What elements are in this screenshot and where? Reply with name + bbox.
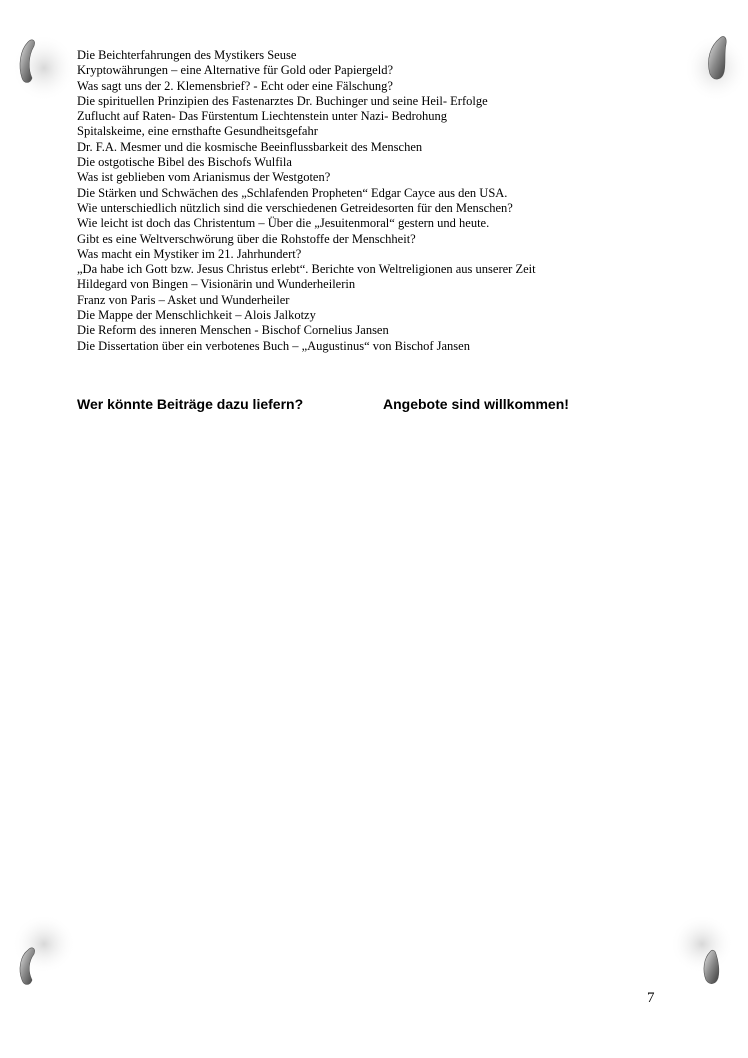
list-item: „Da habe ich Gott bzw. Jesus Christus erlebt“. Berichte von Weltreligionen aus unserer Zeit bbox=[77, 262, 536, 277]
list-item: Dr. F.A. Mesmer und die kosmische Beeinflussbarkeit des Menschen bbox=[77, 139, 423, 154]
list-item: Gibt es eine Weltverschwörung über die Rohstoffe der Menschheit? bbox=[77, 231, 416, 246]
list-item: Spitalskeime, eine ernsthafte Gesundheitsgefahr bbox=[77, 124, 318, 139]
list-item: Die Mappe der Menschlichkeit – Alois Jalkotzy bbox=[77, 308, 316, 323]
corner-ornament-top-right-icon bbox=[680, 24, 748, 104]
page-number: 7 bbox=[647, 990, 655, 1006]
list-item: Die Dissertation über ein verbotenes Buch – „Augustinus“ von Bischof Jansen bbox=[77, 338, 470, 353]
list-item: Die ostgotische Bibel des Bischofs Wulfila bbox=[77, 155, 292, 170]
list-item: Franz von Paris – Asket und Wunderheiler bbox=[77, 292, 290, 307]
topic-list bbox=[77, 48, 536, 354]
list-item: Wie leicht ist doch das Christentum – Über die „Jesuitenmoral“ gestern und heute. bbox=[77, 216, 490, 231]
list-item: Kryptowährungen – eine Alternative für Gold oder Papiergeld? bbox=[77, 63, 393, 78]
offers-welcome-note: Angebote sind willkommen! bbox=[383, 396, 569, 412]
corner-ornament-top-left-icon bbox=[6, 24, 76, 104]
list-item: Die Reform des inneren Menschen - Bischof Cornelius Jansen bbox=[77, 323, 389, 338]
list-item: Wie unterschiedlich nützlich sind die verschiedenen Getreidesorten für den Menschen? bbox=[77, 200, 513, 215]
corner-ornament-bottom-left-icon bbox=[6, 914, 76, 994]
corner-ornament-bottom-right-icon bbox=[672, 914, 742, 994]
list-item: Die Beichterfahrungen des Mystikers Seuse bbox=[77, 48, 297, 62]
list-item: Was sagt uns der 2. Klemensbrief? - Echt oder eine Fälschung? bbox=[77, 78, 393, 93]
contribution-question: Wer könnte Beiträge dazu liefern? bbox=[77, 396, 304, 412]
list-item: Was macht ein Mystiker im 21. Jahrhundert? bbox=[77, 246, 302, 261]
list-item: Die Stärken und Schwächen des „Schlafenden Propheten“ Edgar Cayce aus den USA. bbox=[77, 185, 508, 200]
list-item: Die spirituellen Prinzipien des Fastenarztes Dr. Buchinger und seine Heil- Erfolge bbox=[77, 93, 488, 108]
list-item: Was ist geblieben vom Arianismus der Westgoten? bbox=[77, 170, 331, 185]
list-item: Zuflucht auf Raten- Das Fürstentum Liechtenstein unter Nazi- Bedrohung bbox=[77, 109, 448, 124]
list-item: Hildegard von Bingen – Visionärin und Wunderheilerin bbox=[77, 277, 356, 292]
